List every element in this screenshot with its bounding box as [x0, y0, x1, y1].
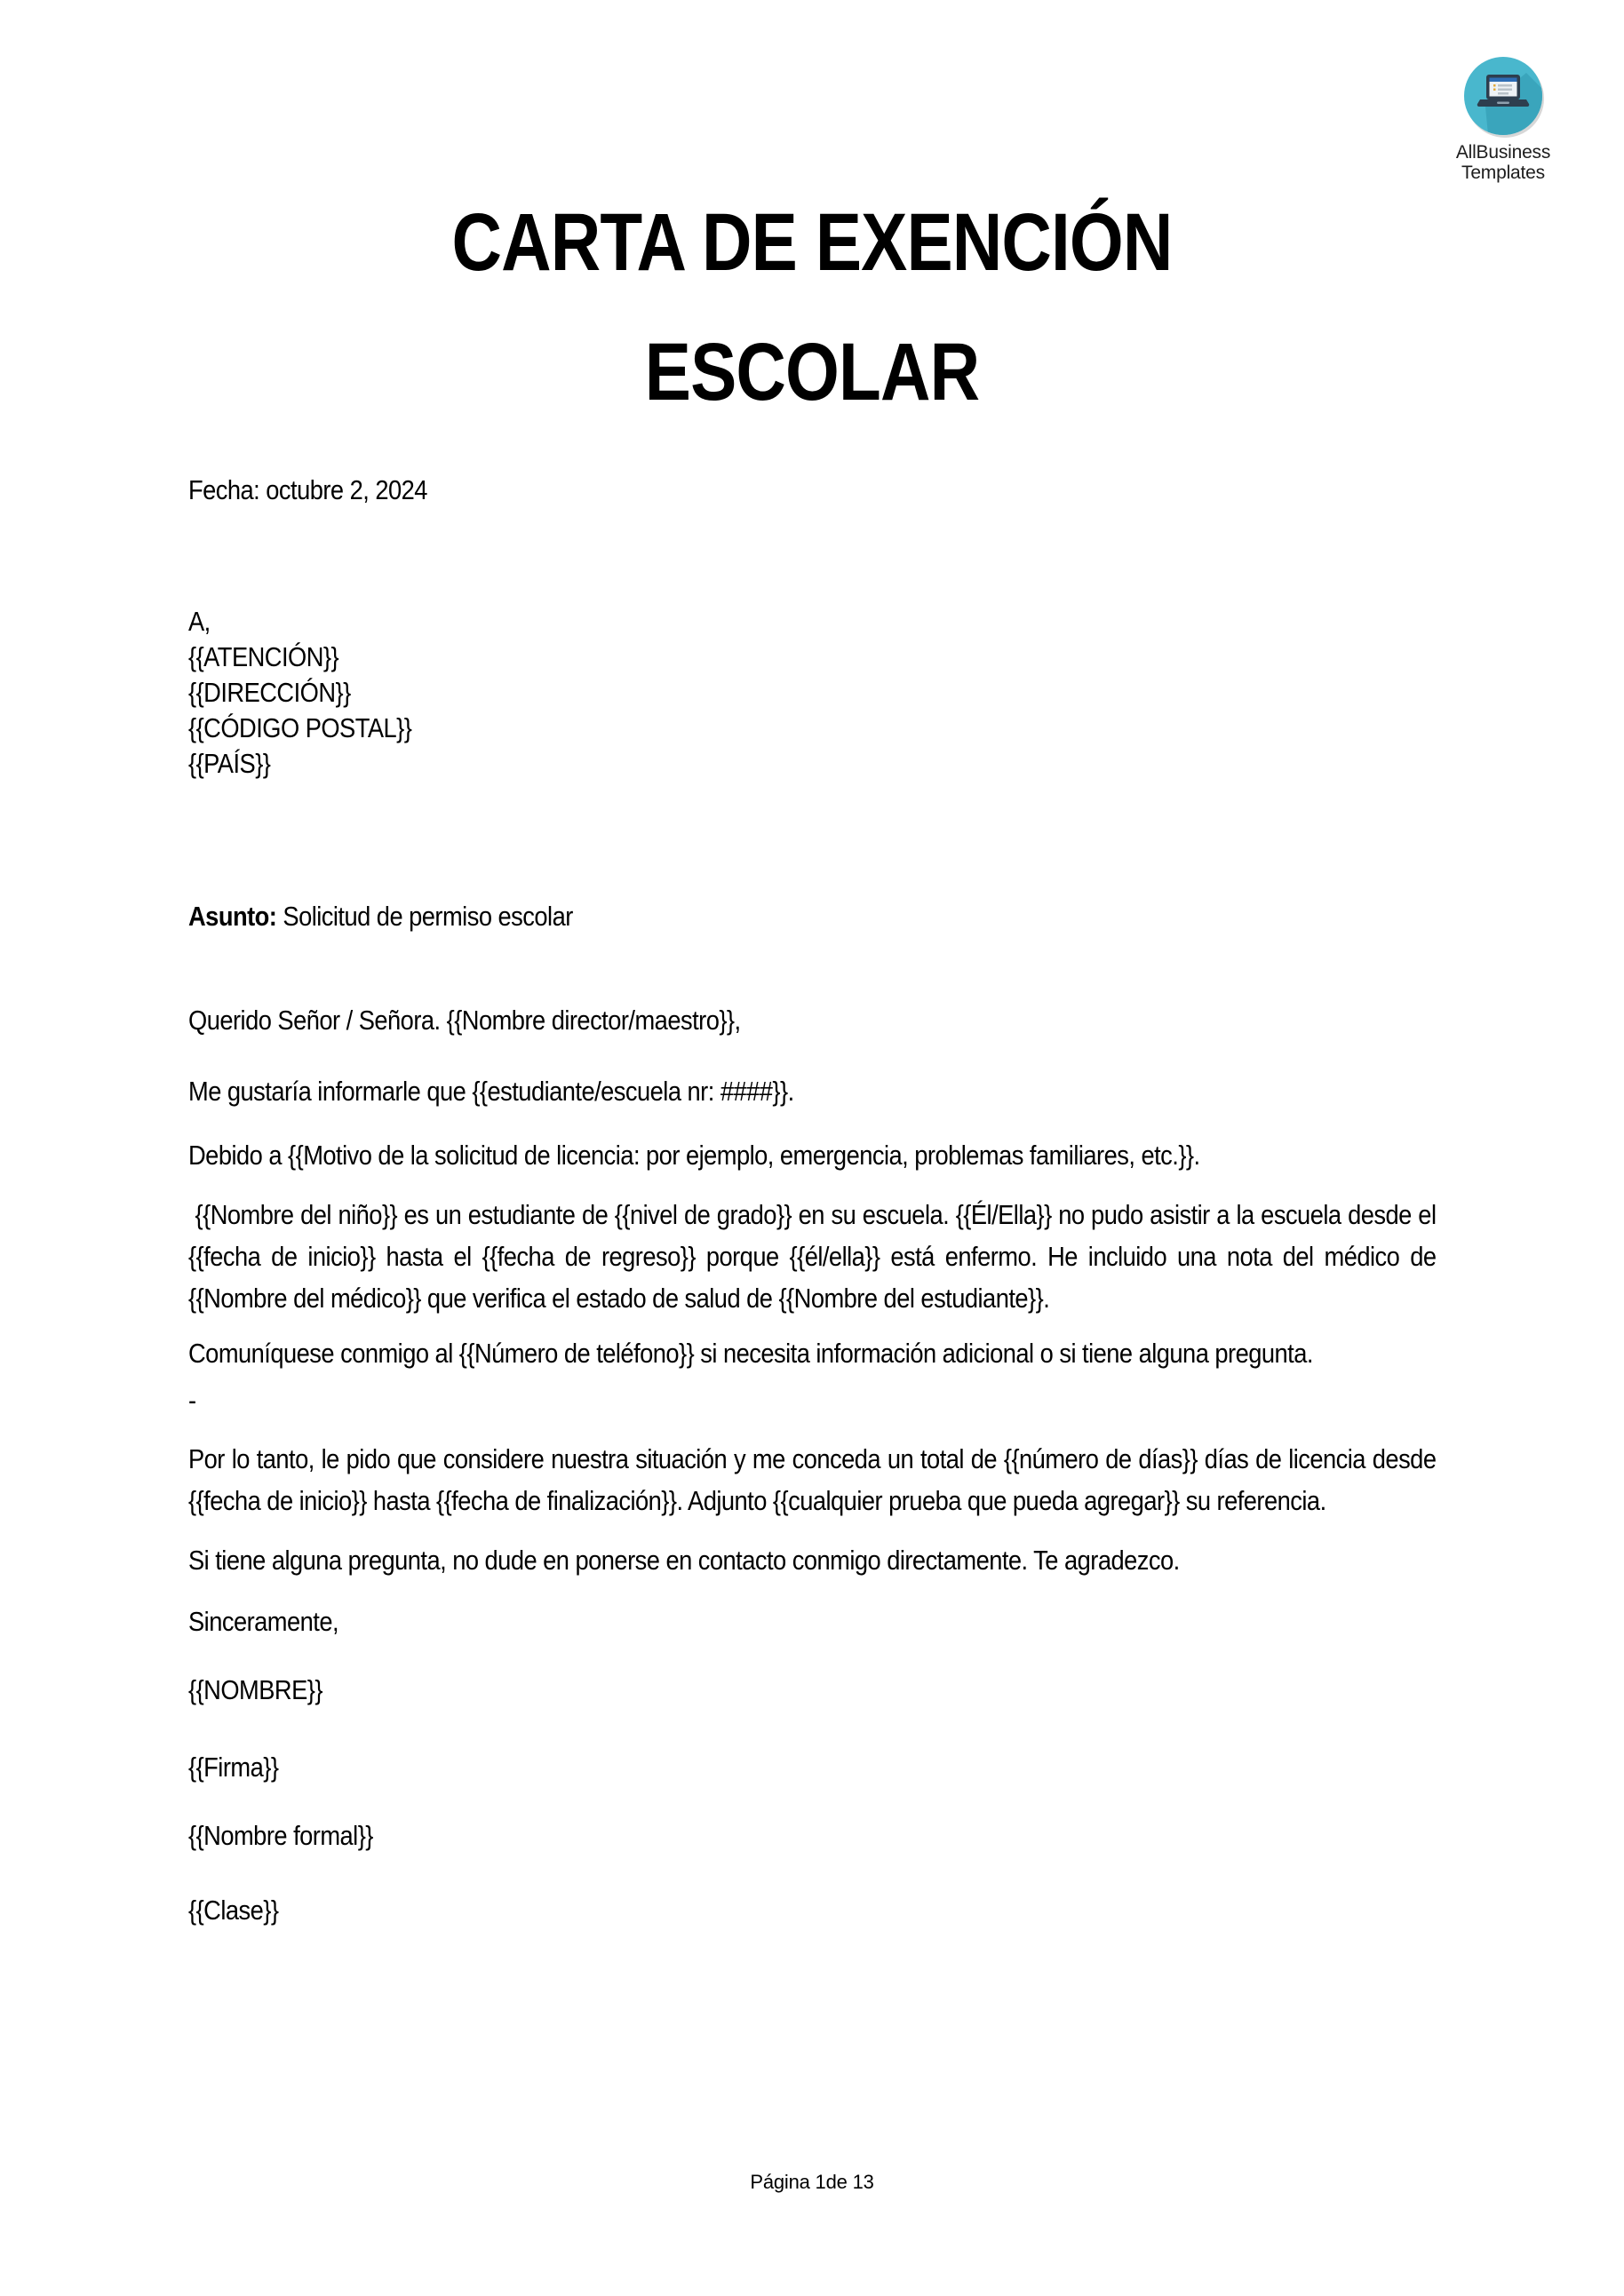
- paragraph-thanks: Si tiene alguna pregunta, no dude en ponerse en contacto conmigo directamente. Te agradezco.: [188, 1545, 1180, 1576]
- paragraph-student-details: {{Nombre del niño}} es un estudiante de {{nivel de grado}} en su escuela. {{Él/Ella}} no pudo asistir a la escuela desde el {{fecha de inicio}} hasta el {{fecha de regreso}} porque {{él/ella}} está enfermo. He incluido una nota del médico de {{Nombre del médico}} que verifica el estado de salud de {{Nombre del estudiante}}.: [188, 1199, 1443, 1314]
- recipient-line: {{DIRECCIÓN}}: [188, 677, 351, 708]
- closing-sincerely: Sinceramente,: [188, 1606, 339, 1637]
- document-title: [282, 178, 1341, 437]
- closing-class: {{Clase}}: [188, 1895, 279, 1926]
- recipient-line: {{PAÍS}}: [188, 748, 271, 779]
- closing-name: {{NOMBRE}}: [188, 1674, 322, 1705]
- paragraph-intro: Me gustaría informarle que {{estudiante/escuela nr: ####}}.: [188, 1076, 794, 1107]
- letter-body: [188, 469, 1443, 1931]
- paragraph-reason: Debido a {{Motivo de la solicitud de licencia: por ejemplo, emergencia, problemas familiares, etc.}}.: [188, 1140, 1200, 1171]
- closing-formal-name: {{Nombre formal}}: [188, 1820, 373, 1851]
- laptop-icon-svg: [1459, 52, 1548, 140]
- subject-label: Asunto:: [188, 901, 277, 932]
- recipient-line: A,: [188, 606, 211, 637]
- logo-brand-line2: Templates: [1461, 163, 1545, 183]
- paragraph-contact: Comuníquese conmigo al {{Número de teléfono}} si necesita información adicional o si tiene alguna pregunta.: [188, 1338, 1313, 1369]
- recipient-line: {{CÓDIGO POSTAL}}: [188, 712, 412, 743]
- subject-line: [188, 895, 1436, 937]
- date-line: Fecha: octubre 2, 2024: [188, 474, 427, 505]
- recipient-block: [188, 604, 1436, 782]
- logo-brand-line1: AllBusiness: [1455, 142, 1551, 163]
- document-title-line1: CARTA DE EXENCIÓN: [451, 197, 1173, 288]
- paragraph-salutation: Querido Señor / Señora. {{Nombre director/maestro}},: [188, 1005, 741, 1036]
- recipient-line: {{ATENCIÓN}}: [188, 641, 339, 672]
- closing-signature: {{Firma}}: [188, 1752, 279, 1783]
- paragraph-request: Por lo tanto, le pido que considere nuestra situación y me conceda un total de {{número de días}} días de licencia desde {{fecha de inicio}} hasta {{fecha de finalización}}. Adjunto {{cualquier prueba que pueda agregar}} su referencia.: [188, 1443, 1443, 1516]
- laptop-icon: [1459, 52, 1548, 140]
- page-number: Página 1de 13: [750, 2171, 874, 2193]
- paragraph-dash: -: [188, 1385, 196, 1416]
- allbusiness-templates-logo: [1428, 52, 1579, 183]
- document-title-line2: ESCOLAR: [644, 327, 980, 417]
- subject-text: Solicitud de permiso escolar: [276, 901, 573, 932]
